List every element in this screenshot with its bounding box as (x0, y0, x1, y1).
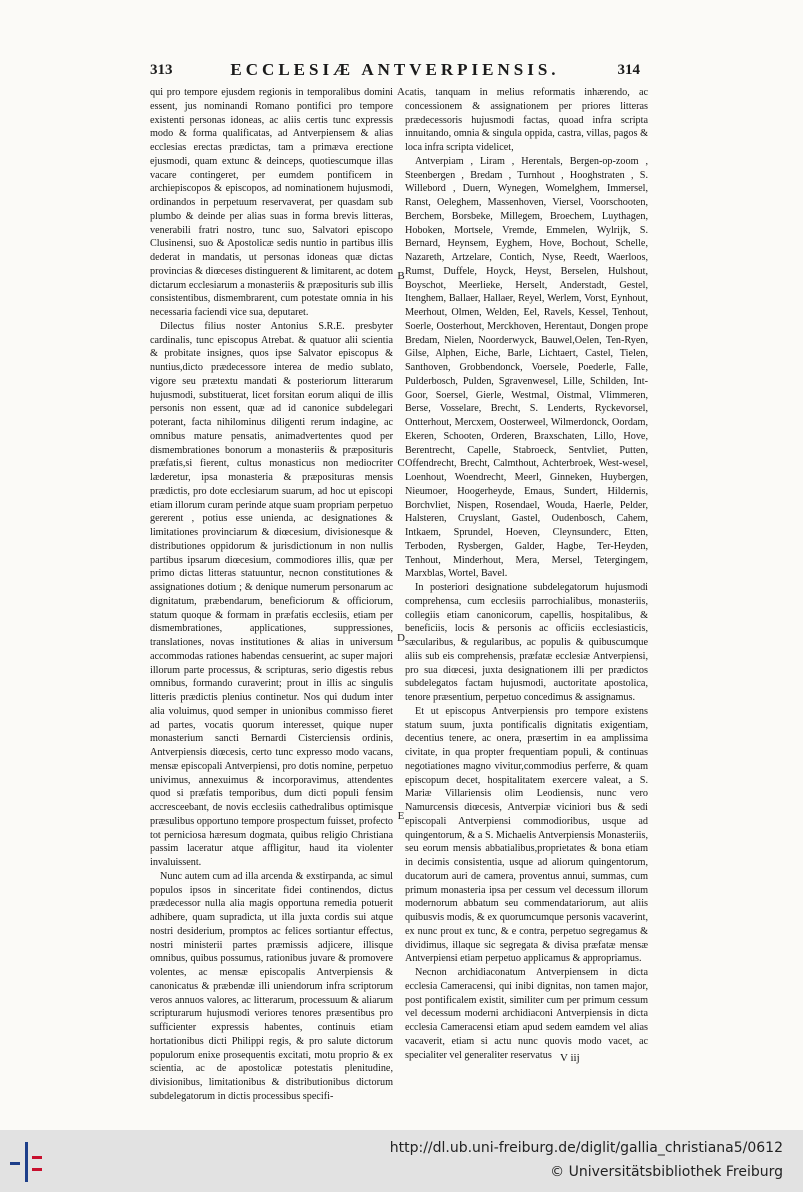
margin-letter-d: D (397, 632, 405, 644)
left-paragraph: Nunc autem cum ad illa arcenda & exstirpanda, ac simul populos ipsos in sinceritate fidei continendos, dictus prædecessor nulla alia magis opportuna remedia potuerit adhibere, quam supradicta, ut illa juxta cordis sui atque nostri desiderium, promptos ac felices sortiantur effectus, nostri ministerii partes præmissis adjicere, illisque omnibus, quibus possumus, rationibus juvare & promovere volentes, ac mensæ episcopalis Antverpiensis & canonicatus & præbendæ illi uniendorum infra scriptorum veros annuos valores, ac litterarum, processuum & aliarum scripturarum hujusmodi veriores tenores præsentibus pro sufficienter expressis habentes, continuis etiam hortationibus dicti Philippi regis, & pro salute dictorum populorum enixe prosequentis excitati, motu proprio & ex scientia, ac de apostolicæ potestatis plenitudine, divisionibus, limitationibus & distributionibus dictorum subdelegatorum in dictis processibus specifi- (150, 870, 393, 1102)
right-paragraph: Necnon archidiaconatum Antverpiensem in dicta ecclesia Cameracensi, qui inibi dignitas, non tamen major, post pontificalem existit, similiter cum per primum cessum vel decessum moderni archidiaconi Antverpiensis in dicta ecclesia Cameracensi etiam apud sedem eamdem vel alias vacaverit, etiam si actu nunc quovis modo vacet, ac specialiter vel generaliter reservatus (405, 967, 648, 1061)
margin-letter-a: A (397, 86, 405, 98)
running-title: ECCLESIÆ ANTVERPIENSIS. (230, 60, 560, 79)
margin-letter-b: B (397, 270, 405, 282)
copyright-notice: © Universitätsbibliothek Freiburg (550, 1164, 783, 1180)
right-paragraph: In posteriori designatione subdelegatorum hujusmodi comprehensa, cum ecclesiis parrochialibus, monasteriis, collegiis etiam canonicorum, capellis, hospitalibus, & beneficiis, locis & personis ac officiis ecclesiasticis, sæcularibus, & regularibus, ac populis & quibuscumque aliis sub eis comprehensis, præfatæ ecclesiæ Antverpiensi, pro sua diœcesi, juxta designationem illi per prædictos subdelegatos factam hujusmodi, auctoritate apostolica, tenore præsentium, perpetuo concedimus & assignamus. (405, 582, 648, 703)
right-paragraph: catis, tanquam in melius reformatis inhærendo, ac concessionem & assignationem per priores litteras prædecessoris hujusmodi factas, quoad infra scripta innuitando, omnia & singula oppida, castra, villas, pagos & loca infra scripta videlicet, (405, 87, 648, 153)
page-number-right: 314 (617, 62, 640, 78)
margin-letter-e: E (397, 810, 405, 822)
right-paragraph: Antverpiam , Liram , Herentals, Bergen-op-zoom , Steenbergen , Bredam , Turnhout , Hooghstraten , S. Willebord , Duern, Wynegen, Womelghem, Immersel, Ranst, Oeleghem, Massenhoven, Viersel, Voorschooten, Berchem, Borsbeke, Millegem, Broechem, Luythagen, Hoboken, Mortsele, Vremde, Emmelen, Wylrijk, S. Bernard, Heynsem, Eyghem, Hove, Bochout, Schelle, Nazareth, Artzelare, Contich, Nyse, Reedt, Waerloos, Rumst, Duffele, Hoyck, Heyst, Berselen, Hulshout, Boyschot, Meerlieke, Herselt, Anderstadt, Gestel, Itenghem, Ballaer, Hallaer, Reyel, Werlem, Vorst, Eynhout, Meerhout, Olmen, Welden, Eel, Ravels, Kessel, Tenhout, Soerle, Oosterhout, Merckhoven, Herentaut, Dongen prope Bredam, Nielen, Noorderwyck, Bauwel,Oelen, Ten-Ryen, Gilse, Alphen, Eiche, Barle, Lichtaert, Castel, Tielen, Santhoven, Grobbendonck, Voersele, Poederle, Falle, Pulderbosch, Pulden, Sgravenwesel, Lille, Schilden, Int-Goor, Soersel, Gierle, Westmal, Oistmal, Vlimmeren, Berse, Vosselare, Brecht, S. Lenderts, Ryckevorsel, Ontterhout, Mercxem, Oosterweel, Wilmerdonck, Oordam, Ekeren, Schooten, Orderen, Braxschaten, Lillo, Hove, Berentrecht, Capelle, Stabroeck, Sentvliet, Putten, Offendrecht, Brecht, Calmthout, Achterbroek, West-wesel, Loenhout, Woendrecht, Meerl, Ginneken, Huybergen, Nieumoer, Hoogerheyde, Emaus, Sundert, Hildernis, Borchvliet, Nispen, Rosendael, Wouda, Haerle, Pelder, Halsteren, Cruyslant, Gastel, Oudenbosch, Cahem, Intkaem, Sprundel, Hoeven, Cleynsunderc, Etten, Terboden, Rysbergen, Galder, Hagbe, Ter-Heyden, Tenhout, Minderhout, Mera, Mersel, Tetergingem, Marxblas, Wortel, Bavel. (405, 155, 648, 580)
right-paragraph: Et ut episcopus Antverpiensis pro tempore existens statum suum, juxta pontificalis dignitatis exigentiam, decentius tenere, ac onera, præsertim in ea amplissima civitate, in qua propter frequentiam populi, & continuas negotiationes magno vivitur,commodius perferre, & quam episcopum decet, hospitalitatem exercere valeat, a S. Mariæ Villariensis olim Leodiensis, nunc vero Namurcensis diœcesis, Antverpiæ viciniori bus & sedi episcopali Antverpiensi commodioribus, usque ad quingentorum, & a S. Michaelis Antverpiensis Monasteriis, seu eorum mensis abbatialibus,proprietates & bona etiam in decimis consistentia, usque ad aliorum quingentorum, ducatorum auri de camera, proventus annui, summas, cum primum monasteria ipsa per cessum vel decessum illorum modernorum abbatum seu commendatariorum, aut aliis quibusvis modis, & ex quorumcumque personis vacaverint, ex nunc prout ex tunc, & e contra, perpetuo segregamus & dividimus, illaque sic segregata & divisa præfatæ mensæ Antverpiensi etiam perpetuo applicamus & appropriamus. (405, 705, 648, 965)
page-header (150, 62, 640, 84)
right-column (405, 86, 648, 1066)
permalink-url[interactable]: http://dl.ub.uni-freiburg.de/diglit/gallia_christiana5/0612 (389, 1140, 783, 1156)
margin-letter-c: C (397, 457, 405, 469)
left-paragraph: qui pro tempore ejusdem regionis in temporalibus domini essent, jus nominandi Romano pontifici pro tempore existenti personas idoneas, ac aliis certis tunc expressis modo & forma qualificatas, ad Antverpiensem & alias ecclesias erectas prædictas, tam a primæva erectione ejusmodi, quam extunc & deinceps, quotiescumque illas vacare contingeret, per eumdem pontificem in archiepiscopos & episcopos, ad nominationem hujusmodi, ordinandos in perpetuum reservaverat, per quasdam sub plumbo & deinde per alias suas in forma brevis litteras, venerabili fratri nostro, tunc suo, Salvatori episcopo Clusinensi, suo & Apostolicæ sedis nuntio in partibus illis dederat in mandatis, ut personas idoneas quæ dictas provincias & diœceses distinguerent & limitarent, ac dotem dictarum ecclesiarum a monasteriis & præposituris sub illis consistentibus, dismembrarent, cum potestate omnia in his necessaria faciendi vice sua, deputaret. (150, 87, 393, 318)
library-logo-icon (10, 1142, 42, 1182)
left-column (150, 86, 394, 1102)
catchword: V iij (560, 1052, 580, 1064)
viewer-footer (0, 1130, 803, 1192)
page-number-left: 313 (150, 62, 173, 78)
left-paragraph: Dilectus filius noster Antonius S.R.E. presbyter cardinalis, tunc episcopus Atrebat. & quatuor alii scientia & probitate insignes, quos ipse Salvator episcopus & nuntius,dicto prædecessore interea de medio sublato, vigore seu prætextu mandati & posteriorum litterarum hujusmodi, substituerat, licet forsitan eorum aliqui de illis personis non essent, quæ ad id canonice subdelegari poterant, facta nihilominus diligenti rerum indagine, ac omnibus mature pensatis, animadvertentes quod per dismembrationes bonorum a monasteriis & præposituris præfatis,si fierent, cultus monasticus non mediocriter læderetur, ipsa monasteria & præposituras mensis prædictis, pro dote ecclesiarum suarum, ad hoc ut episcopi etiam illorum curam perinde atque suam propriam perpetuo gererent , potius esse unienda, ac designationes & limitationes provinciarum & diœcesium, divisionesque & distributiones oppidorum & jurisdictionum in non nullis partibus ipsarum diœcesium, commodiores illis, quæ per primo dictas litteras statuuntur, necnon constitutiones & assignationes dotium ; & denique numerum personarum ac dignitatum, præbendarum, beneficiorum & officiorum, statum quoque & formam in præfatis ecclesiis, etiam per dismembrationes, applicationes, suppressiones, translationes, novas institutiones & alias in universum accommodas rationes habendas censuerint, ac super majori illorum parte processus, & scripturas, serio digestis rebus omnibus, formando curaverint; prout in illis ac singulis litteris prædictis plenius continetur. Nos qui dudum inter alia voluimus, quod semper in unionibus commisso fieret ad partes, vocatis quorum interesset, quique nuper monasterium sancti Bernardi Cisterciensis ordinis, Antverpiensis diœcesis, certo tunc expresso modo vacans, mensæ episcopali Antverpiensi, pro dotis nomine, perpetuo univimus, annexuimus & incorporavimus, attendentes quod si præfatis temporibus, dum dicti populi fensim accresceebant, de novis ecclesiis cathedralibus optimisque præsulibus opportuno tempore prospectum fuisset, profecto tot perniciosa hæresum dogmata, quibus religio Christiana passim laceratur atque affligitur, haud ita violenter invaluissent. (150, 320, 394, 868)
